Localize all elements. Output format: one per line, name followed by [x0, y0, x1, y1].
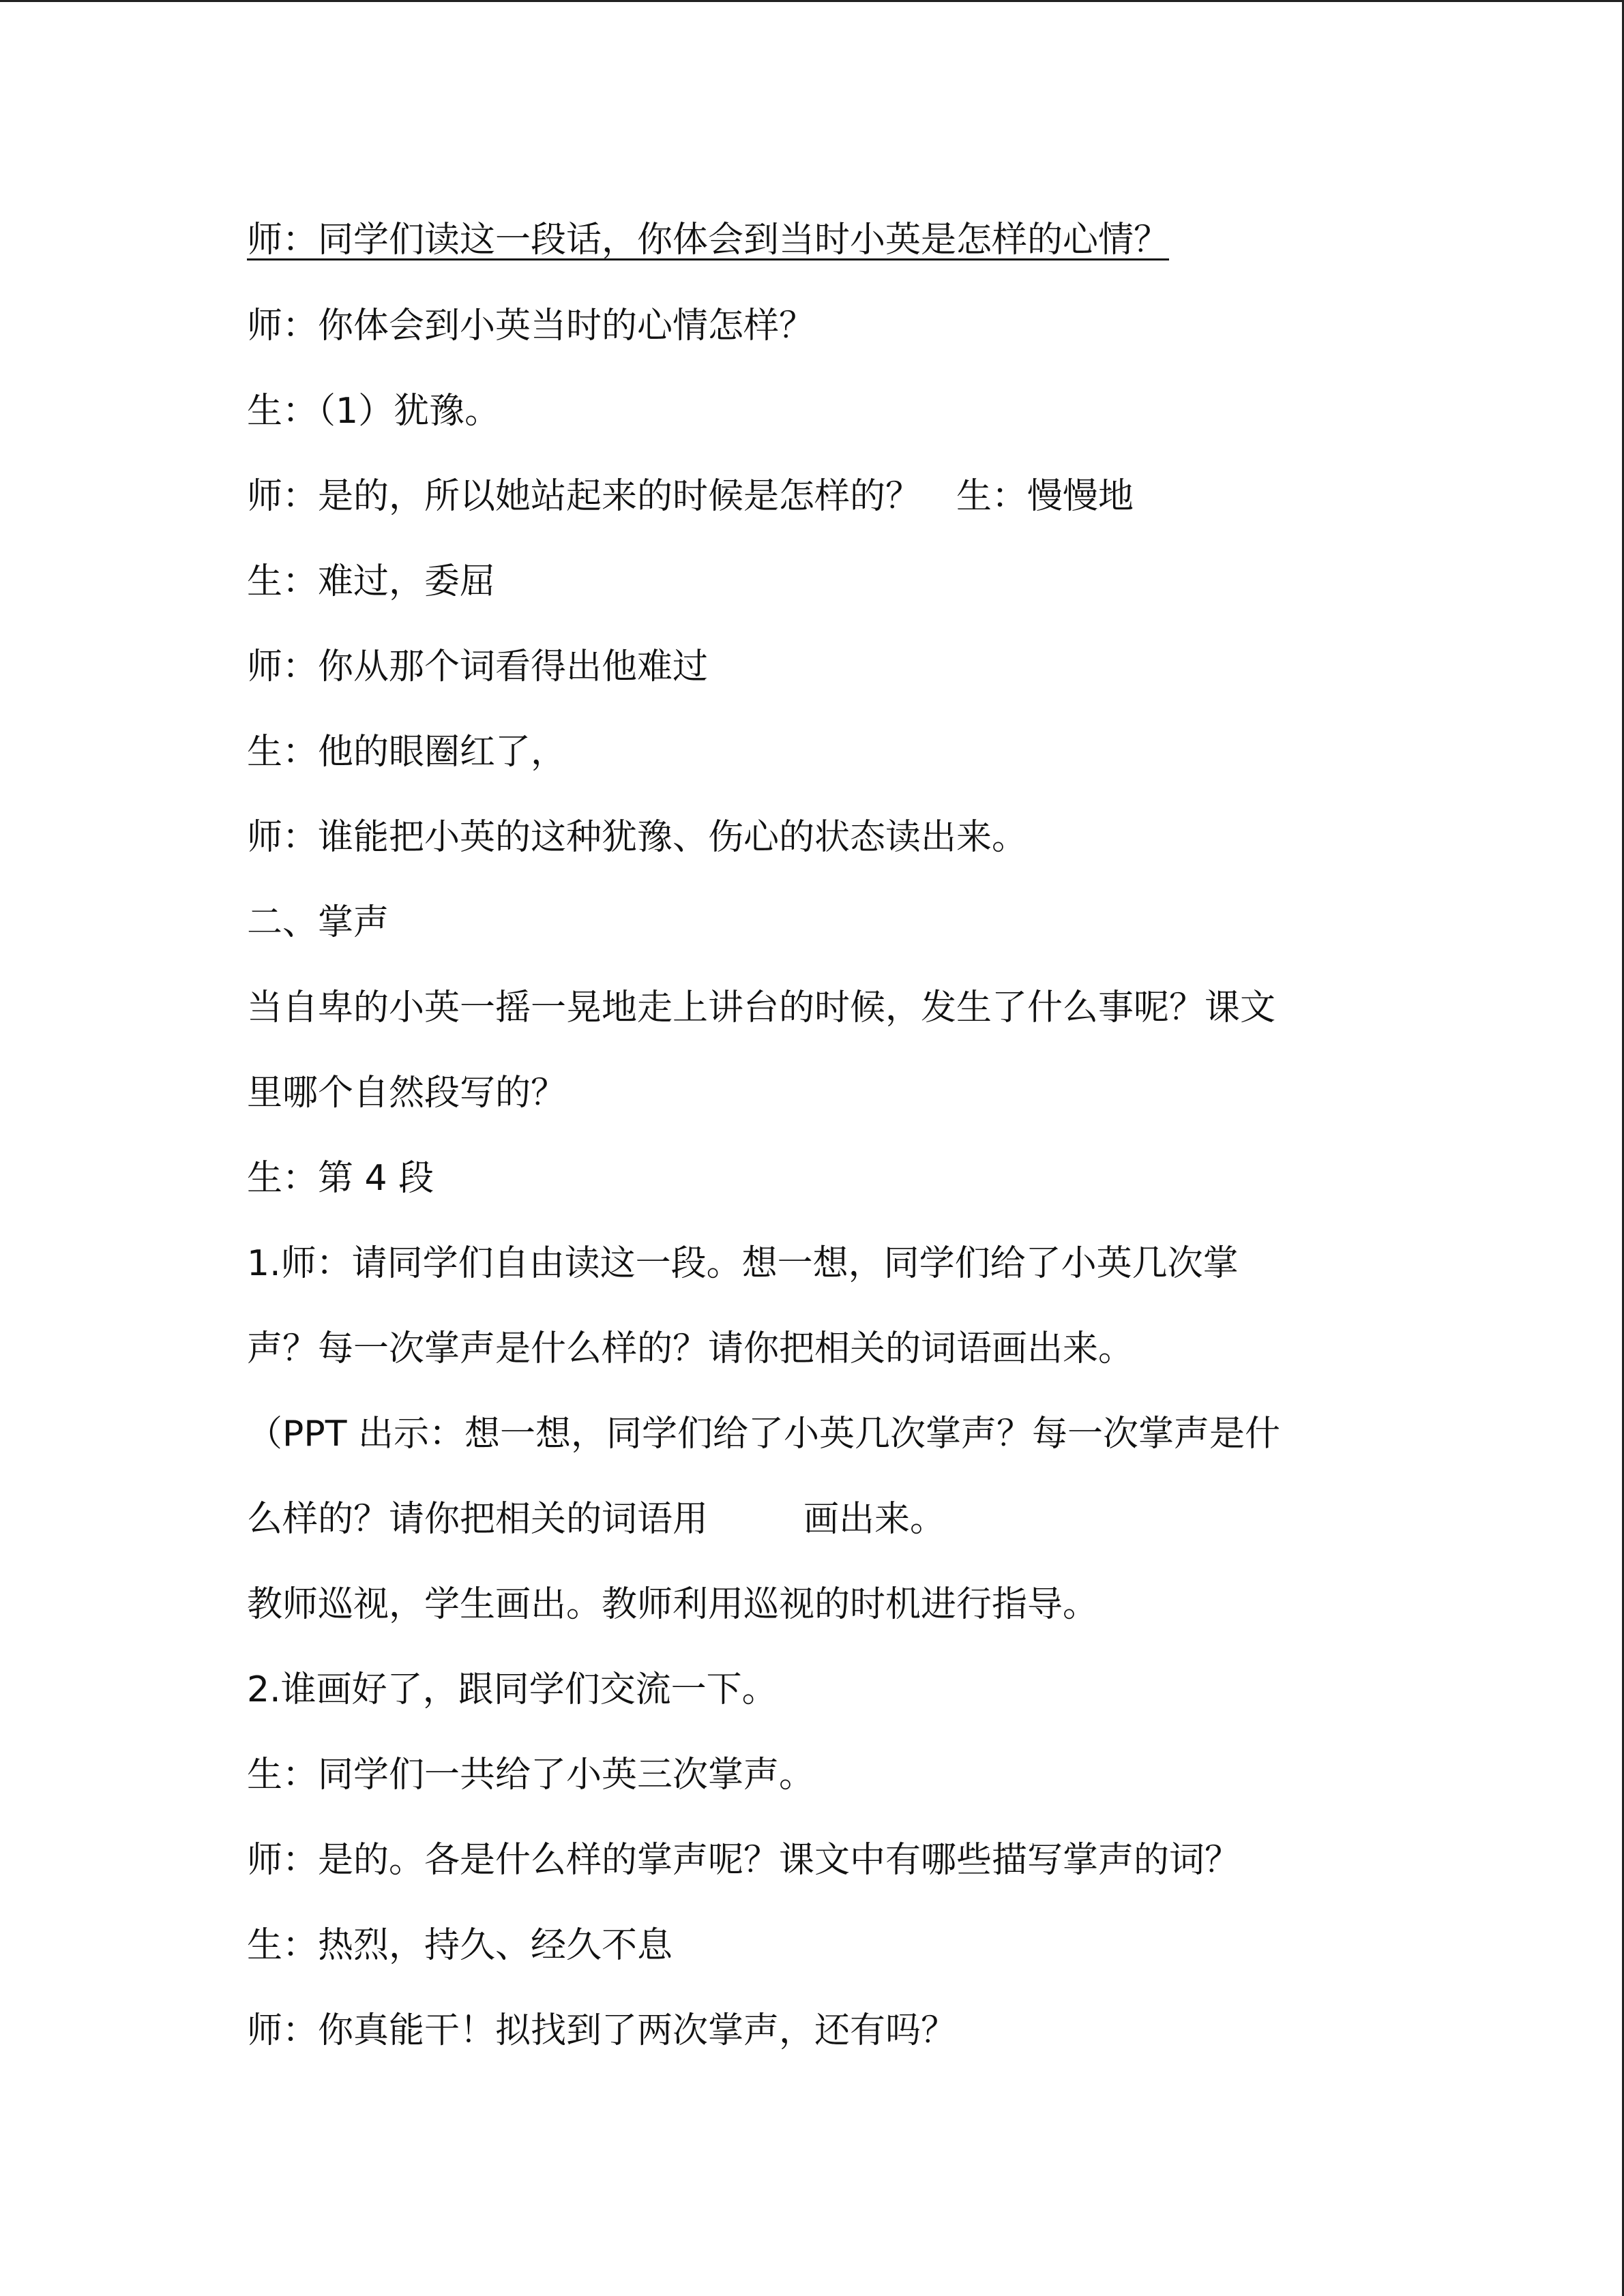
text-line: 生：同学们一共给了小英三次掌声。 — [247, 1755, 815, 1795]
text-segment: 画出来。 — [803, 1499, 946, 1540]
text-line: 1.师：请同学们自由读这一段。想一想，同学们给了小英几次掌 — [247, 1243, 1239, 1284]
text-line — [247, 1498, 945, 1540]
text-line: 生：他的眼圈红了， — [247, 732, 567, 773]
text-line: 师：是的，所以她站起来的时候是怎样的？ 生：慢慢地 — [247, 476, 1134, 517]
text-line: 师：你真能干！拟找到了两次掌声，还有吗？ — [247, 2010, 957, 2051]
text-line: 生：第 4 段 — [247, 1158, 434, 1199]
text-line — [247, 219, 1169, 261]
text-line: 教师巡视，学生画出。教师利用巡视的时机进行指导。 — [247, 1584, 1099, 1625]
section-heading: 二、掌声 — [247, 902, 389, 943]
text-line: （PPT 出示：想一想，同学们给了小英几次掌声？每一次掌声是什 — [247, 1414, 1281, 1455]
text-line: 里哪个自然段写的？ — [247, 1073, 567, 1114]
text-line: 师：是的。各是什么样的掌声呢？课文中有哪些描写掌声的词？ — [247, 1840, 1241, 1881]
text-line: 师：你从那个词看得出他难过 — [247, 646, 709, 687]
text-line: 2.谁画好了，跟同学们交流一下。 — [247, 1669, 778, 1710]
text-line: 声？每一次掌声是什么样的？请你把相关的词语画出来。 — [247, 1328, 1134, 1369]
text-line: 师：你体会到小英当时的心情怎样？ — [247, 305, 815, 346]
text-segment: 么样的？请你把相关的词语用 — [247, 1499, 709, 1540]
text-line: 生：难过，委屈 — [247, 561, 496, 602]
text-line: 师：谁能把小英的这种犹豫、伤心的状态读出来。 — [247, 817, 1028, 858]
underlined-question: 师：同学们读这一段话，你体会到当时小英是怎样的心情？ — [247, 220, 1170, 260]
text-line: 生：热烈，持久、经久不息 — [247, 1925, 673, 1966]
text-line: 生：（1）犹豫。 — [247, 391, 501, 432]
text-line: 当自卑的小英一摇一晃地走上讲台的时候，发生了什么事呢？课文 — [247, 987, 1276, 1028]
